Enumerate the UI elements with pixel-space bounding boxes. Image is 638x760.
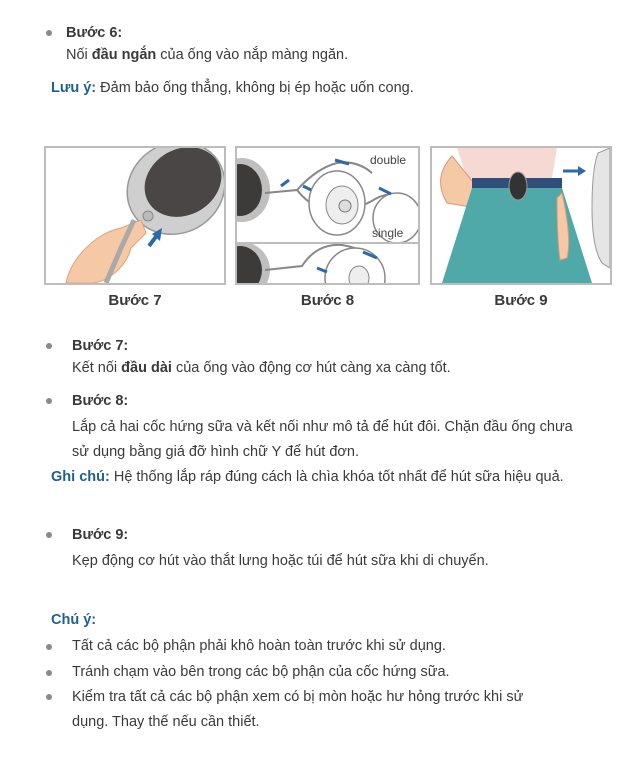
label-double: double: [370, 153, 407, 167]
woman-clip-motor-to-belt-illustration: [432, 148, 610, 283]
caution-item: Tất cả các bộ phận phải khô hoàn toàn trước khi sử dụng.: [72, 638, 446, 654]
step9-text: Kẹp động cơ hút vào thắt lưng hoặc túi để hút sữa khi di chuyển.: [72, 553, 489, 569]
step7-text-pre: Kết nối: [72, 360, 122, 376]
caution-heading: Chú ý:: [51, 612, 97, 628]
note-label: Lưu ý:: [51, 80, 97, 96]
bullet: [46, 532, 52, 538]
step7-text-bold: đầu dài: [121, 360, 172, 376]
caution-item: Tránh chạm vào bên trong các bộ phận của cốc hứng sữa.: [72, 664, 450, 680]
caption-step7: Bước 7: [108, 292, 162, 309]
caution-item-continued: dụng. Thay thế nếu cần thiết.: [72, 714, 260, 730]
caption-step9: Bước 9: [494, 292, 548, 309]
note-text: Đảm bảo ống thẳng, không bị ép hoặc uốn cong.: [96, 80, 414, 96]
step6-title: Bước 6:: [66, 25, 123, 41]
note-label: Ghi chú:: [51, 469, 110, 485]
bullet: [46, 398, 52, 404]
step6-text-pre: Nối: [66, 47, 92, 63]
hand-connect-tube-to-motor-illustration: [46, 148, 224, 283]
bullet: [46, 694, 52, 700]
double-single-breast-shield-illustration: [237, 148, 418, 283]
caption-step8: Bước 8: [300, 292, 355, 309]
step6-text-bold: đầu ngắn: [91, 47, 157, 63]
bullet: [46, 30, 52, 36]
label-single: single: [372, 226, 404, 240]
caution-item: Kiểm tra tất cả các bộ phận xem có bị mòn hoặc hư hỏng trước khi sử: [72, 689, 524, 705]
note-luu-y: [51, 78, 414, 98]
bullet: [46, 644, 52, 650]
note-text: Hệ thống lắp ráp đúng cách là chìa khóa tốt nhất để hút sữa hiệu quả.: [109, 469, 564, 485]
figure-step8: [235, 146, 420, 285]
step7-text-post: của ống vào động cơ hút càng xa càng tốt.: [171, 360, 451, 376]
step8-text-line1: Lắp cả hai cốc hứng sữa và kết nối như mô tả để hút đôi. Chặn đầu ống chưa: [72, 419, 573, 435]
bullet: [46, 670, 52, 676]
step9-title: Bước 9:: [72, 527, 129, 543]
step7-title: Bước 7:: [72, 338, 129, 354]
step6-text: [66, 45, 348, 65]
step8-title: Bước 8:: [72, 393, 129, 409]
figure-step9: [430, 146, 612, 285]
bullet: [46, 343, 52, 349]
step7-text: [72, 358, 451, 378]
note-ghi-chu: [51, 467, 564, 487]
figure-step7: [44, 146, 226, 285]
step6-text-post: của ống vào nắp màng ngăn.: [156, 47, 349, 63]
step8-text-line2: sử dụng bằng giá đỡ hình chữ Y để hút đơn.: [72, 444, 360, 460]
